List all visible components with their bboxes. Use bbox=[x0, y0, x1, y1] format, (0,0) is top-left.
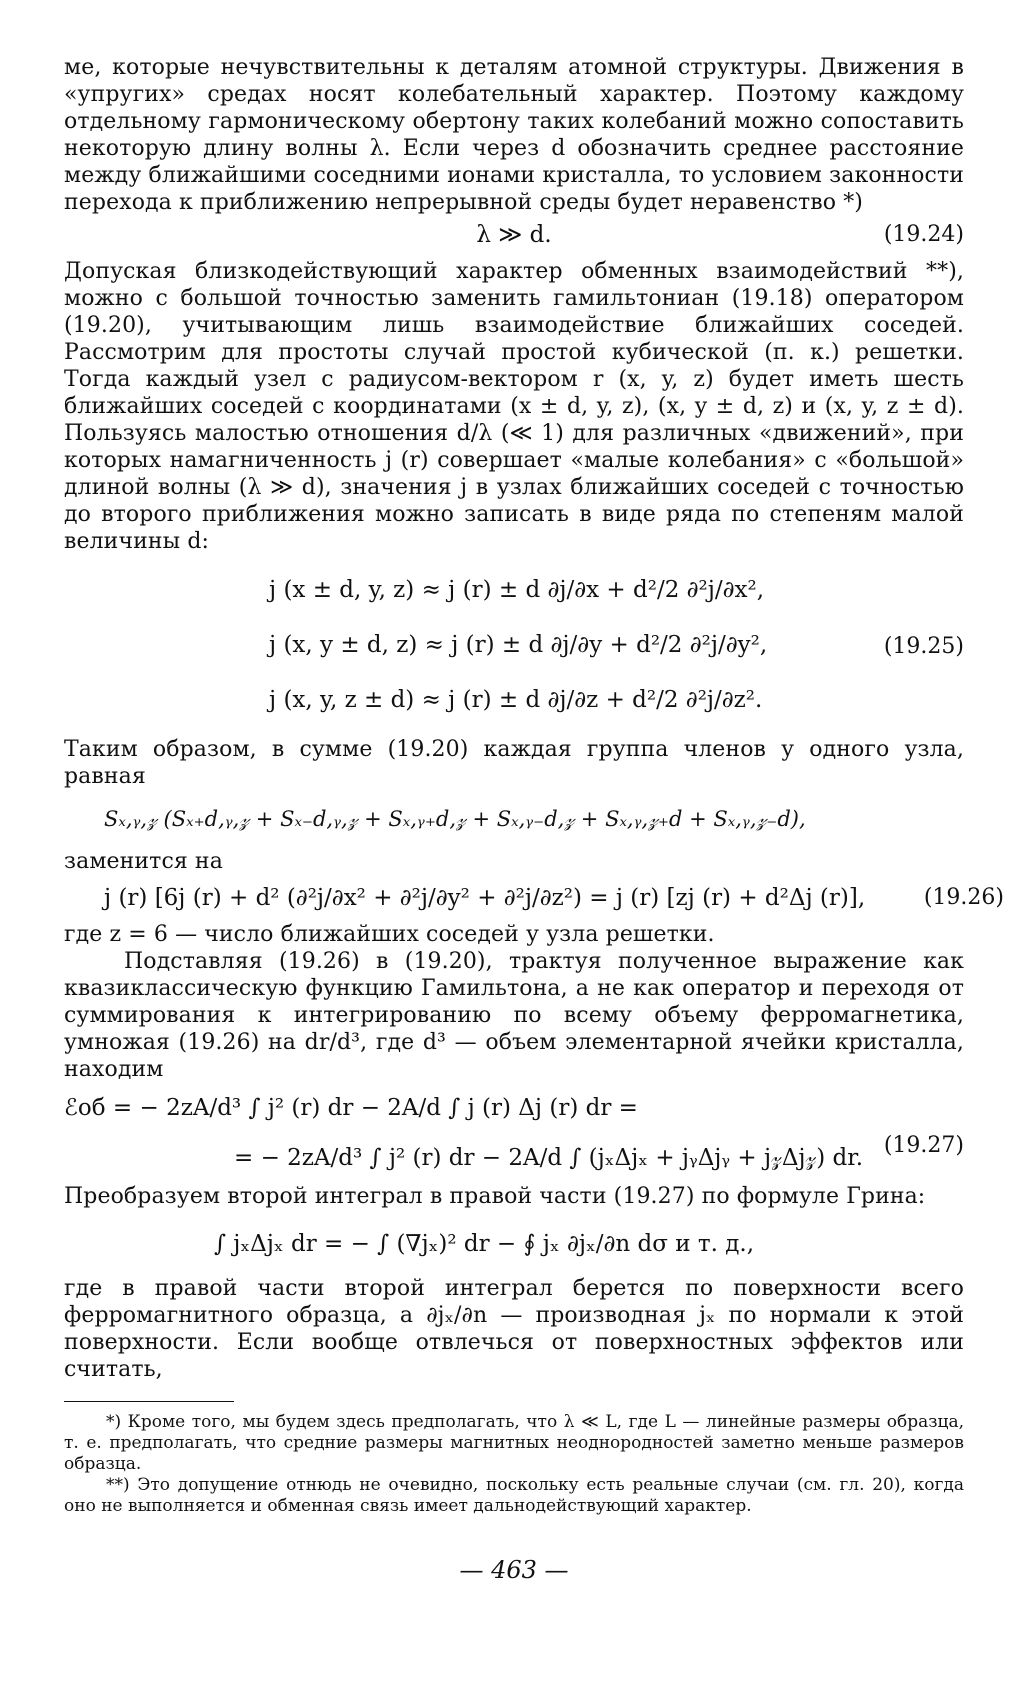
equation-19-24 bbox=[64, 220, 964, 250]
equation-19-25-line-1: j (x ± d, y, z) ≈ j (r) ± d ∂j/∂x + d²/2 ∂²j/∂x², bbox=[269, 577, 765, 603]
green-formula: ∫ jₓΔjₓ dr = − ∫ (∇jₓ)² dr − ∮ jₓ ∂jₓ/∂n dσ и т. д., bbox=[214, 1231, 755, 1257]
equation-19-24-text: λ ≫ d. bbox=[476, 222, 552, 248]
footnote-divider bbox=[64, 1401, 234, 1402]
green-paragraph: Преобразуем второй интеграл в правой части (19.27) по формуле Грина: bbox=[64, 1184, 926, 1209]
page-number: — 463 — bbox=[459, 1556, 569, 1584]
equation-19-27-block bbox=[64, 1083, 964, 1183]
third-paragraph: Таким образом, в сумме (19.20) каждая группа членов у одного узла, равная bbox=[64, 737, 964, 789]
document-page bbox=[64, 54, 1004, 1664]
equation-19-25-line-3: j (x, y, z ± d) ≈ j (r) ± d ∂j/∂z + d²/2 ∂²j/∂z². bbox=[269, 687, 763, 713]
equation-19-24-number: (19.24) bbox=[883, 222, 964, 247]
equation-19-26-text: j (r) [6j (r) + d² (∂²j/∂x² + ∂²j/∂y² + ∂²j/∂z²) = j (r) [zj (r) + d²Δj (r)], bbox=[104, 885, 866, 911]
substituting-paragraph: Подставляя (19.26) в (19.20), трактуя полученное выражение как квазиклассическую функцию Гамильтона, а не как оператор и переходя от суммирования к интегрированию по всему объему ферромагнетика, умножая (19.26) на dr/d³, где d³ — объем элементарной ячейки кристалла, находим bbox=[64, 949, 964, 1082]
equation-19-27-line-2: = − 2zA/d³ ∫ j² (r) dr − 2A/d ∫ (jₓΔjₓ + jᵧΔjᵧ + j𝓏Δj𝓏) dr. bbox=[234, 1145, 864, 1171]
where-z-paragraph: где z = 6 — число ближайших соседей у узла решетки. bbox=[64, 922, 715, 947]
equation-19-25-block bbox=[269, 563, 964, 728]
final-paragraph: где в правой части второй интеграл берется по поверхности всего ферромагнитного образца, а ∂jₓ/∂n — производная jₓ по нормали к этой поверхности. Если вообще отвлечься от поверхностных эффектов или считать, bbox=[64, 1276, 964, 1382]
equation-19-25-number: (19.25) bbox=[883, 634, 964, 659]
equation-19-25-line-2: j (x, y ± d, z) ≈ j (r) ± d ∂j/∂y + d²/2 ∂²j/∂y², bbox=[269, 632, 768, 658]
equation-19-26 bbox=[64, 883, 1004, 913]
footnote-second: **) Это допущение отнюдь не очевидно, поскольку есть реальные случаи (см. гл. 20), когда оно не выполняется и обменная связь имеет дальнодействующий характер. bbox=[64, 1475, 964, 1516]
second-paragraph: Допуская близкодействующий характер обменных взаимодействий **), можно с большой точностью заменить гамильтониан (19.18) оператором (19.20), учитывающим лишь взаимодействие ближайших соседей. Рассмотрим для простоты случай простой кубической (п. к.) решетки. Тогда каждый узел с радиусом-вектором r (x, y, z) будет иметь шесть ближайших соседей с координатами (x ± d, y, z), (x, y ± d, z) и (x, y, z ± d). Пользуясь малостью отношения d/λ (≪ 1) для различных «движений», при которых намагниченность j (r) совершает «малые колебания» с «большой» длиной волны (λ ≫ d), значения j в узлах ближайших соседей с точностью до второго приближения можно записать в виде ряда по степеням малой величины d: bbox=[64, 259, 964, 554]
equation-19-26-number: (19.26) bbox=[923, 885, 1004, 910]
sum-group-equation: Sₓ,ᵧ,𝓏 (Sₓ₊d,ᵧ,𝓏 + Sₓ₋d,ᵧ,𝓏 + Sₓ,ᵧ₊d,𝓏 + Sₓ,ᵧ₋d,𝓏 + Sₓ,ᵧ,𝓏₊d + Sₓ,ᵧ,𝓏₋d), bbox=[104, 807, 806, 831]
replace-paragraph: заменится на bbox=[64, 849, 223, 874]
intro-paragraph: ме, которые нечувствительны к деталям атомной структуры. Движения в «упругих» средах носят колебательный характер. Поэтому каждому отдельному гармоническому обертону таких колебаний можно сопоставить некоторую длину волны λ. Если через d обозначить среднее расстояние между ближайшими соседними ионами кристалла, то условием законности перехода к приближению непрерывной среды будет неравенство *) bbox=[64, 55, 964, 215]
equation-19-27-line-1: ℰоб = − 2zA/d³ ∫ j² (r) dr − 2A/d ∫ j (r) Δj (r) dr = bbox=[64, 1095, 638, 1121]
footnote-first: *) Кроме того, мы будем здесь предполагать, что λ ≪ L, где L — линейные размеры образца, т. е. предполагать, что средние размеры магнитных неоднородностей заметно меньше размеров образца. bbox=[64, 1412, 964, 1474]
equation-19-27-number: (19.27) bbox=[883, 1133, 964, 1158]
